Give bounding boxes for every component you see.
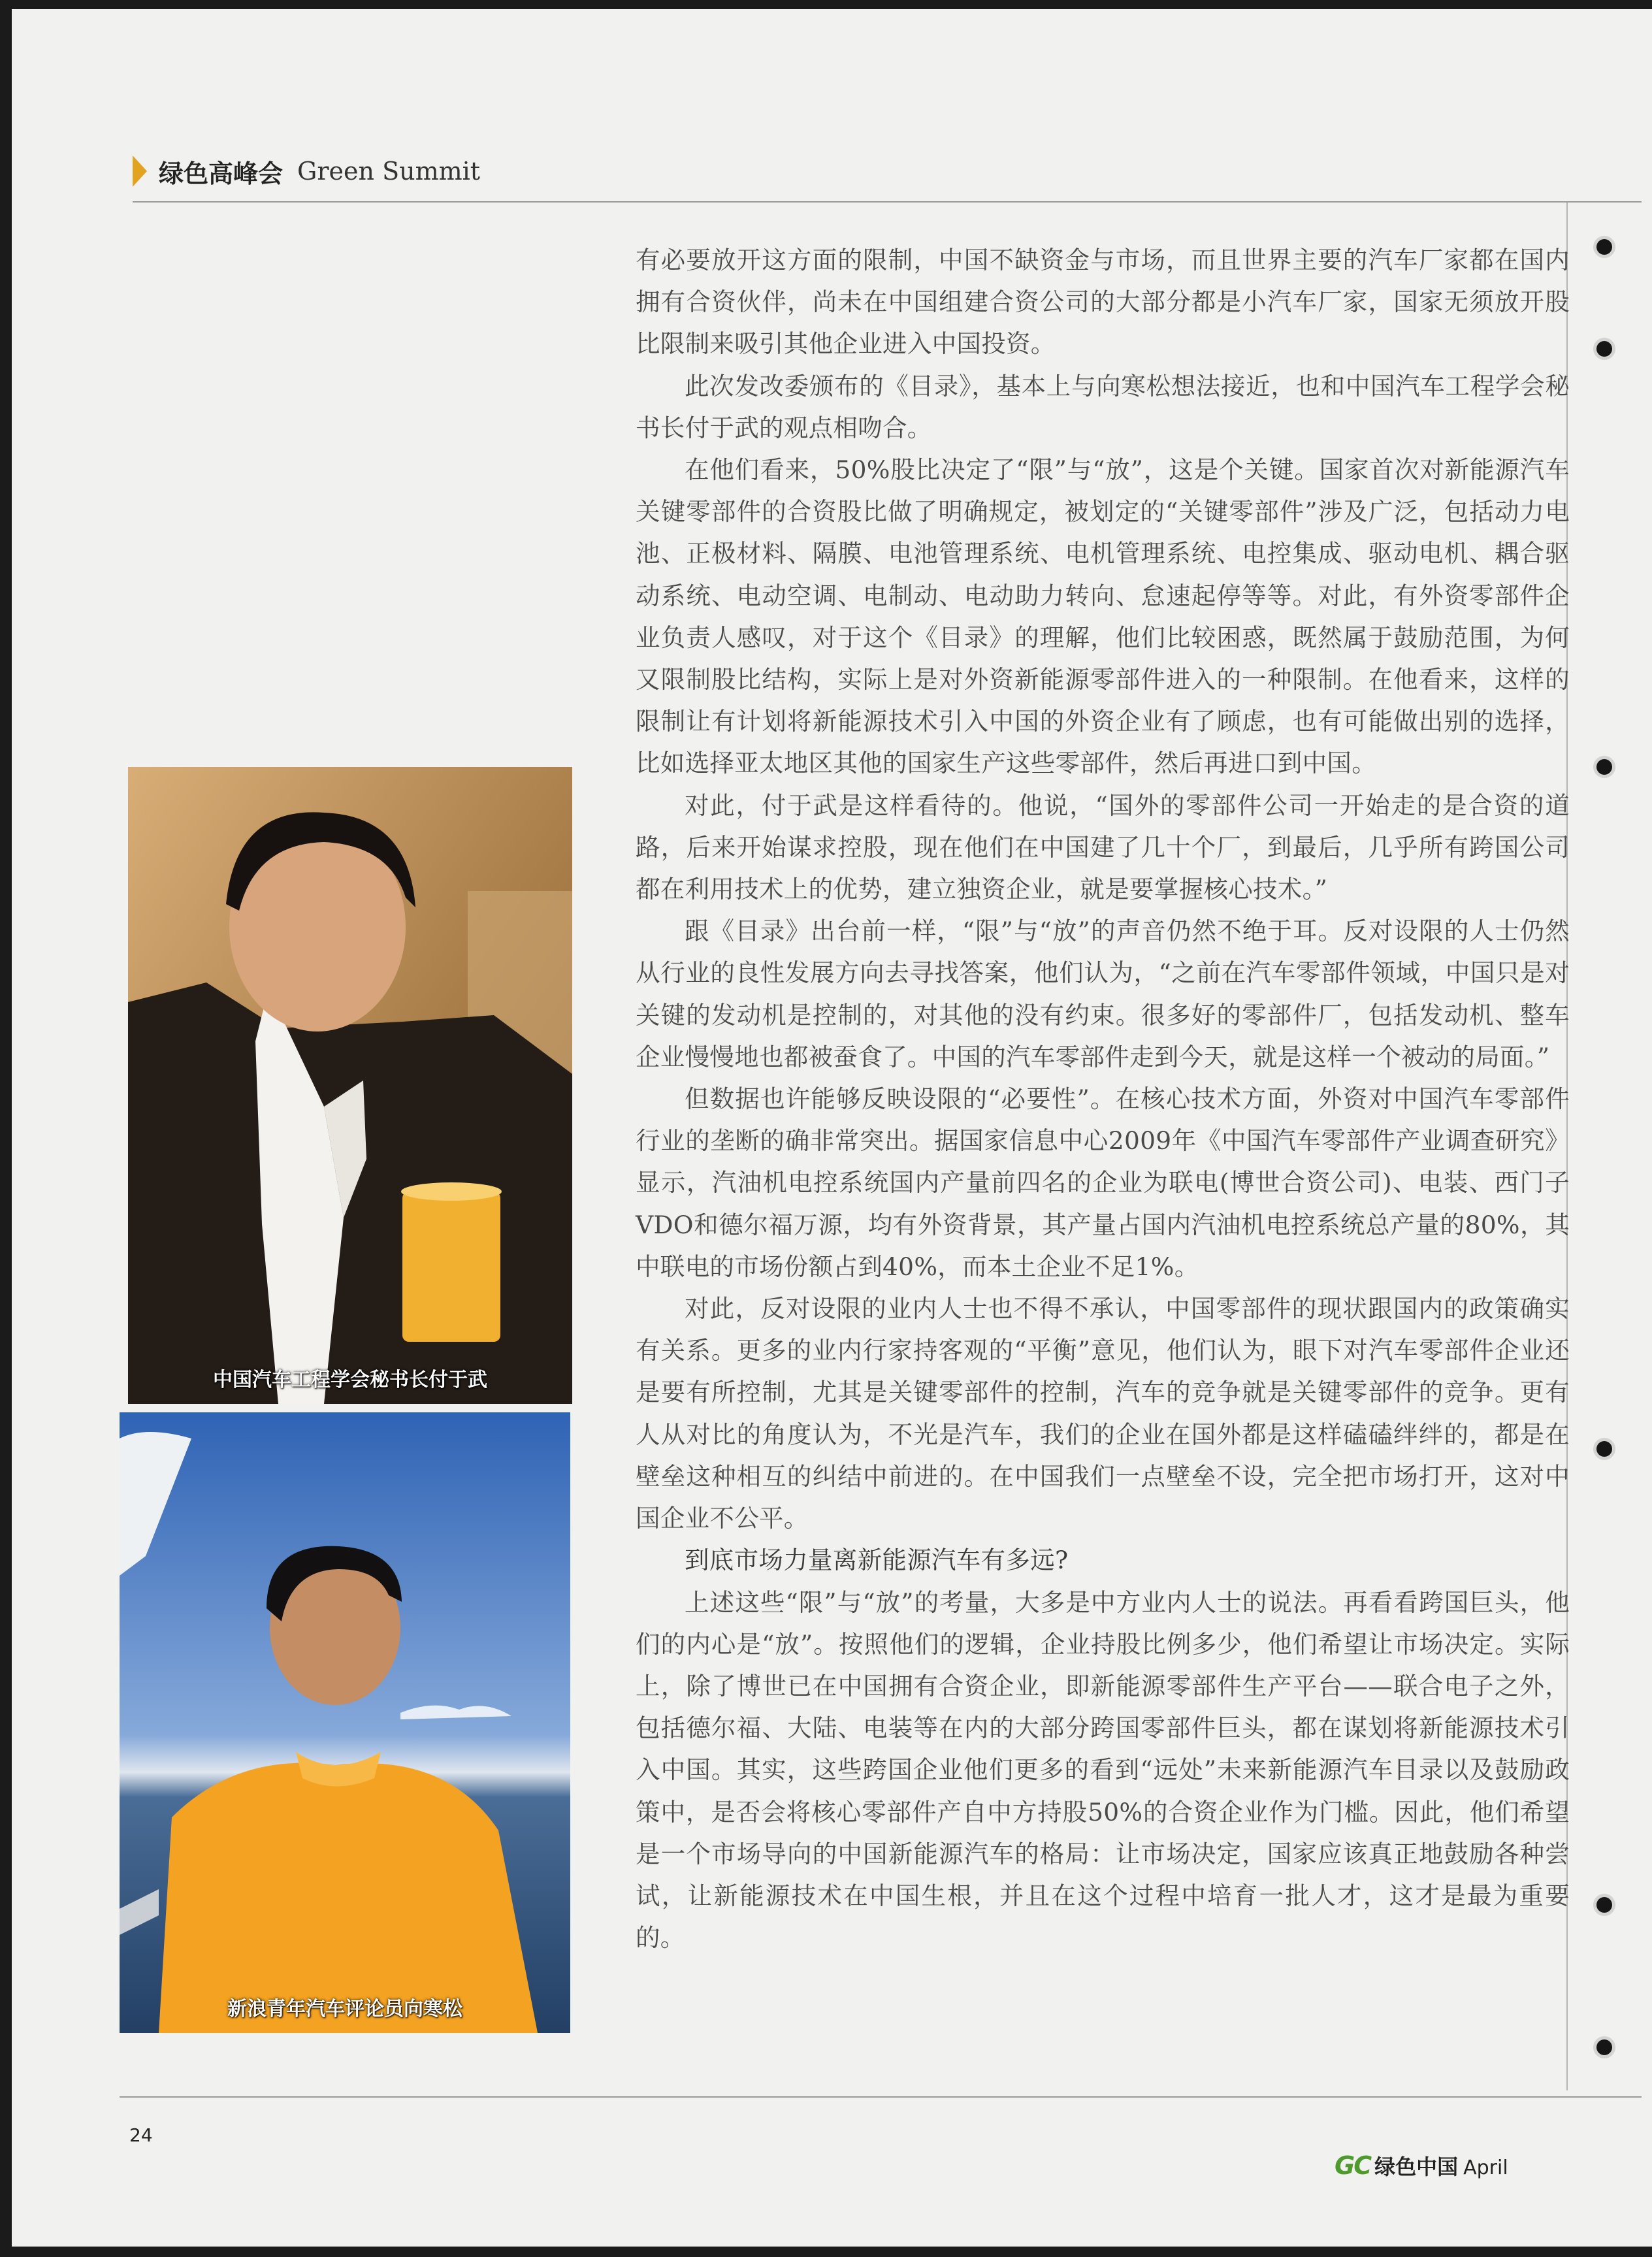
section-title-en: Green Summit — [297, 157, 481, 186]
portrait-photo-xiang-hansong — [120, 1412, 570, 2033]
magazine-footer — [1335, 2151, 1508, 2181]
article-paragraph: 上述这些“限”与“放”的考量，大多是中方业内人士的说法。再看看跨国巨头，他们的内心是“放”。按照他们的逻辑，企业持股比例多少，他们希望让市场决定。实际上，除了博世已在中国拥有合资企业，即新能源零部件生产平台——联合电子之外，包括德尔福、大陆、电装等在内的大部分跨国零部件巨头，都在谋划将新能源技术引入中国。其实，这些跨国企业他们更多的看到“远处”未来新能源汽车目录以及鼓励政策中，是否会将核心零部件产自中方持股50%的合资企业作为门槛。因此，他们希望是一个市场导向的中国新能源汽车的格局：让市场决定，国家应该真正地鼓励各种尝试，让新能源技术在中国生根，并且在这个过程中培育一批人才，这才是最为重要的。 — [636, 1587, 1570, 1953]
binding-hole — [1596, 2039, 1612, 2055]
article-paragraph: 有必要放开这方面的限制，中国不缺资金与市场，而且世界主要的汽车厂家都在国内拥有合资伙伴，尚未在中国组建合资公司的大部分都是小汽车厂家，国家无须放开股比限制来吸引其他企业进入中国投资。 — [636, 246, 1570, 359]
portrait-illustration — [128, 767, 572, 1404]
binding-hole — [1596, 239, 1612, 255]
page-number: 24 — [129, 2124, 153, 2146]
article-paragraph: 但数据也许能够反映设限的“必要性”。在核心技术方面，外资对中国汽车零部件行业的垄断的确非常突出。据国家信息中心2009年《中国汽车零部件产业调查研究》显示，汽油机电控系统国内产量前四名的企业为联电(博世合资公司)、电装、西门子VDO和德尔福万源，均有外资背景，其产量占国内汽油机电控系统总产量的80%，其中联电的市场份额占到40%，而本土企业不足1%。 — [636, 1084, 1570, 1281]
binding-hole — [1596, 1897, 1612, 1913]
section-arrow-icon — [133, 155, 147, 187]
header-divider — [133, 201, 1642, 203]
gc-logo-icon: GC — [1335, 2151, 1371, 2180]
section-header — [133, 152, 480, 191]
article-paragraph: 跟《目录》出台前一样，“限”与“放”的声音仍然不绝于耳。反对设限的人士仍然从行业的良性发展方向去寻找答案，他们认为，“之前在汽车零部件领域，中国只是对关键的发动机是控制的，对其他的没有约束。很多好的零部件厂，包括发动机、整车企业慢慢地也都被蚕食了。中国的汽车零部件走到今天，就是这样一个被动的局面。” — [636, 917, 1570, 1071]
binding-hole — [1596, 341, 1612, 357]
binding-hole — [1596, 1441, 1612, 1457]
article-paragraph: 对此，反对设限的业内人士也不得不承认，中国零部件的现状跟国内的政策确实有关系。更多的业内行家持客观的“平衡”意见，他们认为，眼下对汽车零部件企业还是要有所控制，尤其是关键零部件的控制，汽车的竞争就是关键零部件的竞争。更有人从对比的角度认为，不光是汽车，我们的企业在国外都是这样磕磕绊绊的，都是在壁垒这种相互的纠结中前进的。在中国我们一点壁垒不设，完全把市场打开，这对中国企业不公平。 — [636, 1294, 1570, 1533]
footer-divider — [120, 2096, 1642, 2098]
issue-month: April — [1463, 2156, 1508, 2179]
article-body — [636, 239, 1570, 1958]
binding-hole — [1596, 759, 1612, 775]
section-title-zh: 绿色高峰会 — [159, 159, 283, 188]
magazine-page — [12, 9, 1652, 2247]
article-paragraph: 在他们看来，50%股比决定了“限”与“放”，这是个关键。国家首次对新能源汽车关键零部件的合资股比做了明确规定，被划定的“关键零部件”涉及广泛，包括动力电池、正极材料、隔膜、电池管理系统、电机管理系统、电控集成、驱动电机、耦合驱动系统、电动空调、电制动、电动助力转向、怠速起停等等。对此，有外资零部件企业负责人感叹，对于这个《目录》的理解，他们比较困惑，既然属于鼓励范围，为何又限制股比结构，实际上是对外资新能源零部件进入的一种限制。在他看来，这样的限制让有计划将新能源技术引入中国的外资企业有了顾虑，也有可能做出别的选择，比如选择亚太地区其他的国家生产这些零部件，然后再进口到中国。 — [636, 455, 1570, 778]
photo-caption: 新浪青年汽车评论员向寒松 — [227, 1998, 462, 2021]
portrait-photo-fu-yuwu — [128, 767, 572, 1404]
article-paragraph: 对此，付于武是这样看待的。他说，“国外的零部件公司一开始走的是合资的道路，后来开始谋求控股，现在他们在中国建了几十个厂，到最后，几乎所有跨国公司都在利用技术上的优势，建立独资企业，就是要掌握核心技术。” — [636, 790, 1570, 904]
photo-caption: 中国汽车工程学会秘书长付于武 — [213, 1369, 487, 1391]
portrait-illustration — [120, 1412, 570, 2033]
article-subheading: 到底市场力量离新能源汽车有多远? — [685, 1546, 1069, 1575]
magazine-name: 绿色中国 — [1374, 2154, 1459, 2179]
article-paragraph: 此次发改委颁布的《目录》，基本上与向寒松想法接近，也和中国汽车工程学会秘书长付于武的观点相吻合。 — [636, 371, 1570, 442]
